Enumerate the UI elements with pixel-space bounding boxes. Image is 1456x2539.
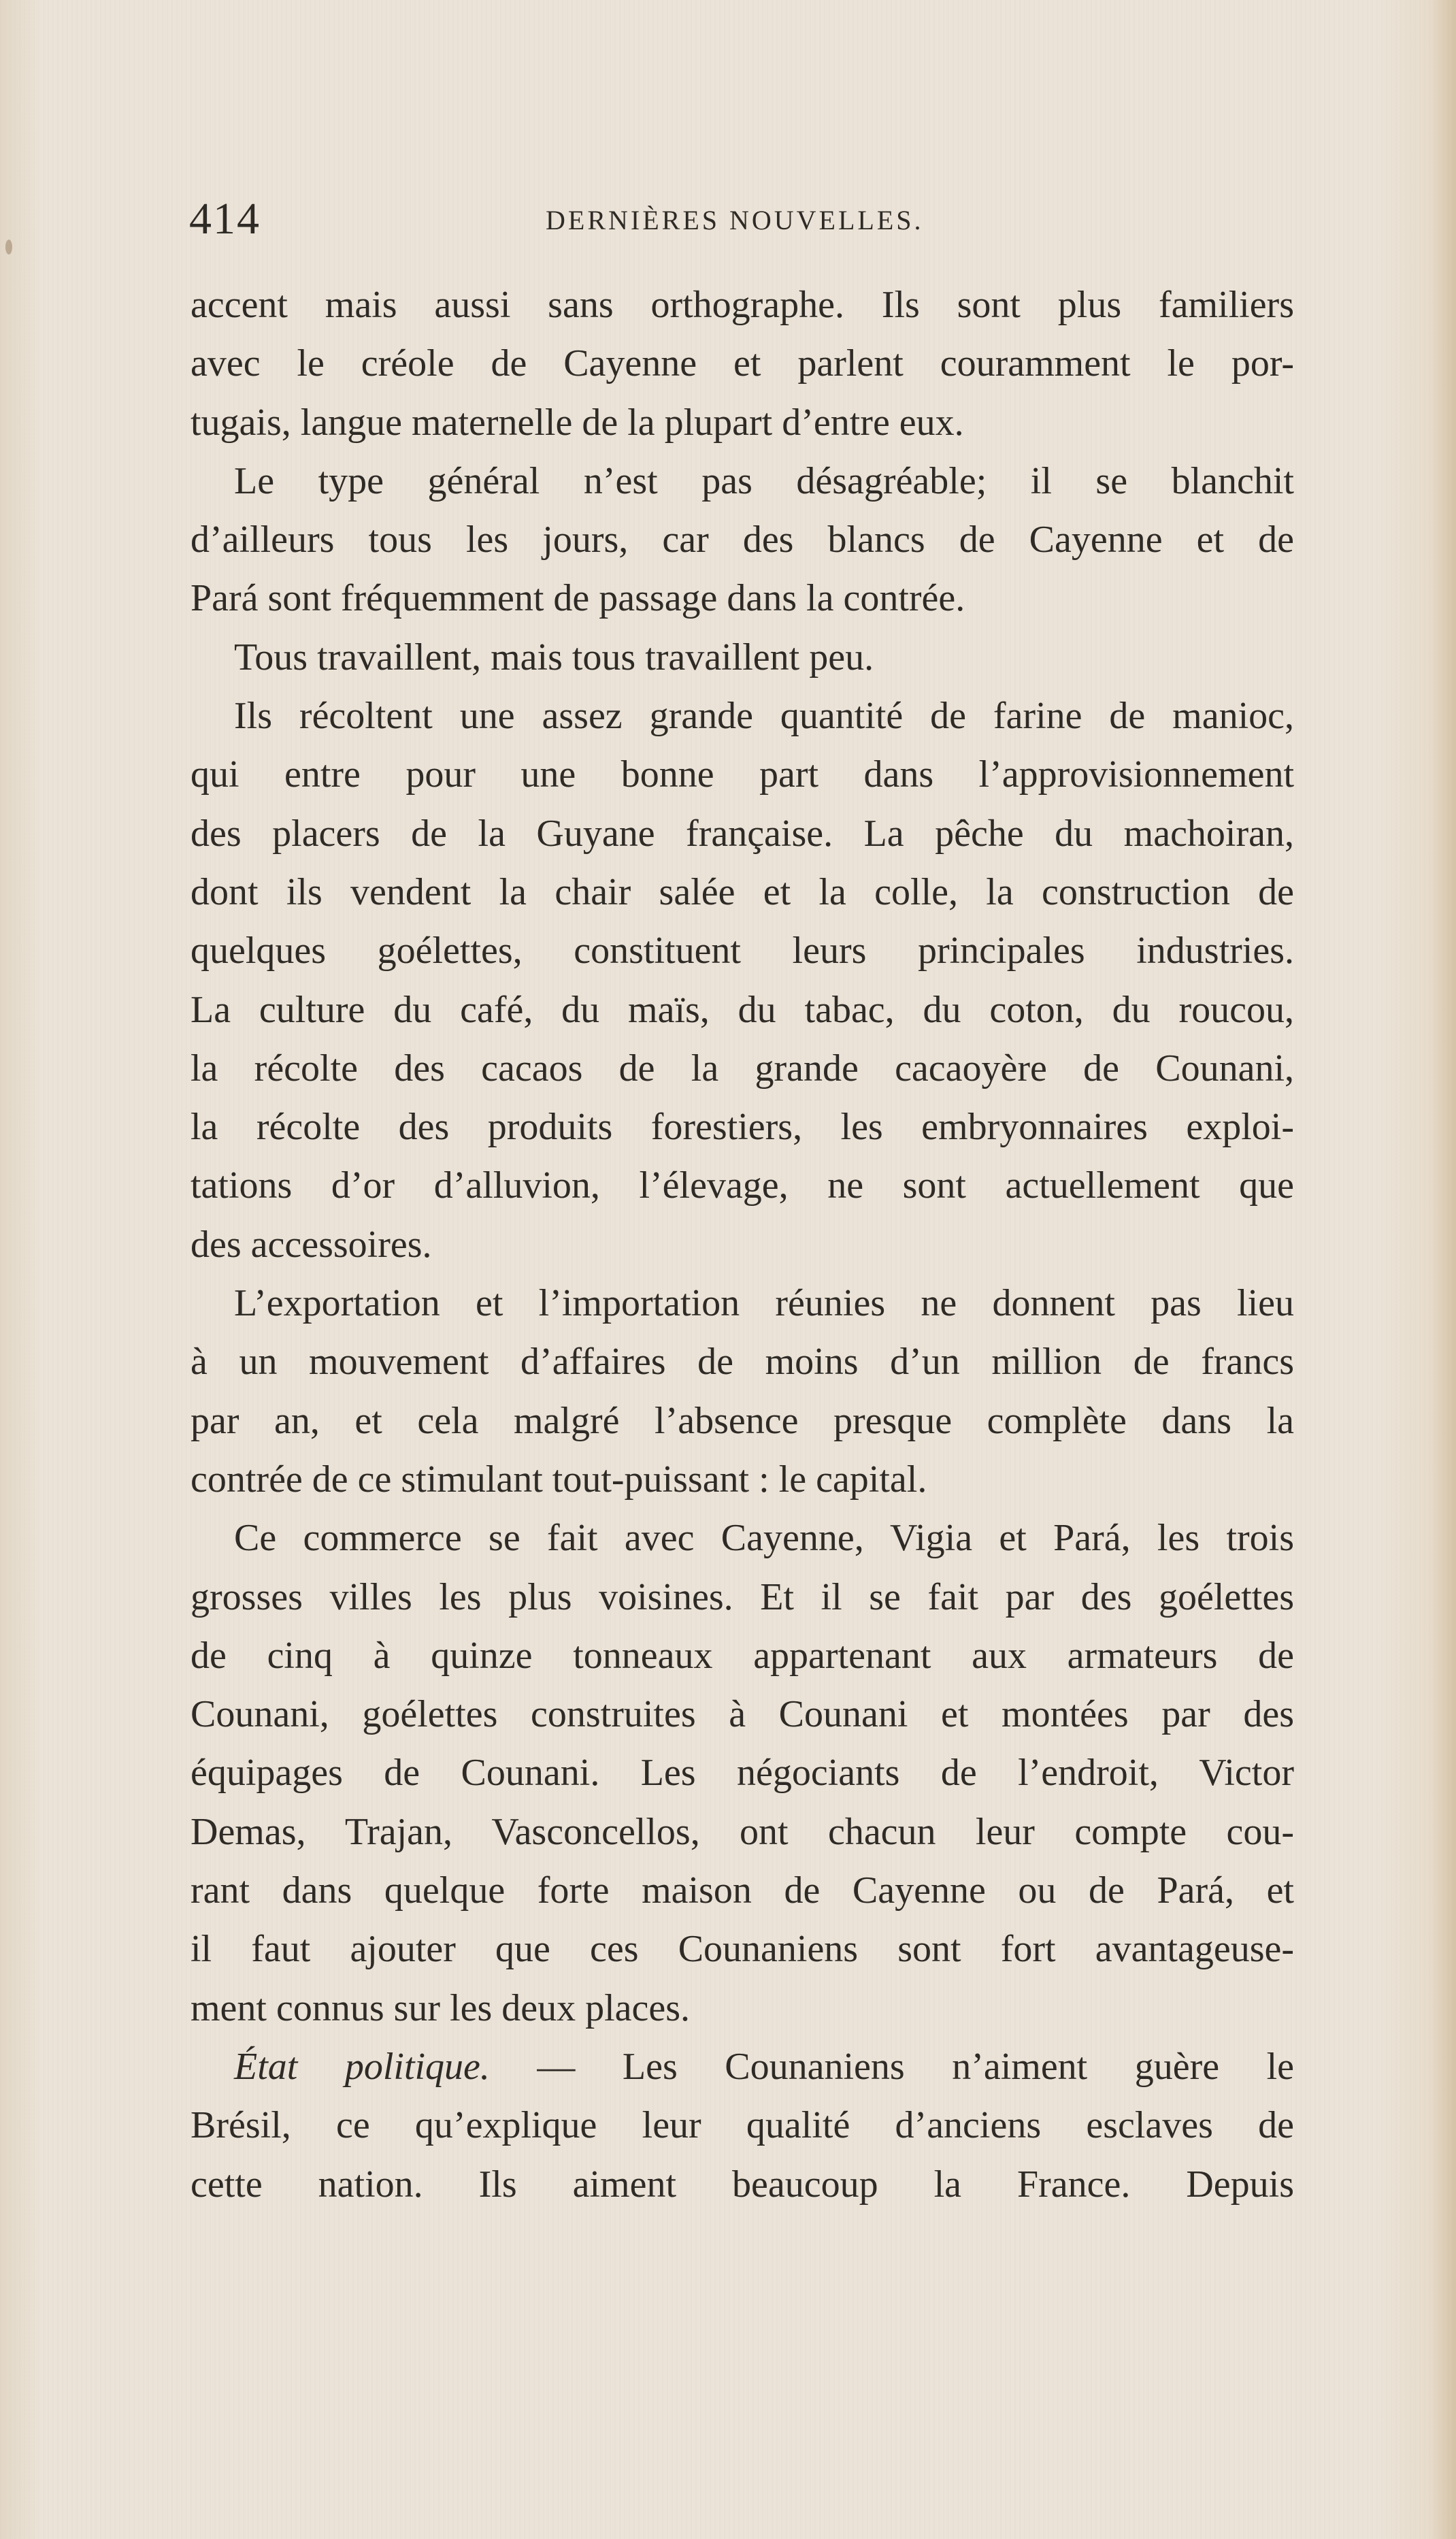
- text-line: d’ailleurs tous les jours, car des blancs de Cayenne et de: [191, 519, 1294, 561]
- text-line: La culture du café, du maïs, du tabac, du coton, du roucou,: [191, 988, 1294, 1031]
- text-line: qui entre pour une bonne part dans l’approvisionnement: [191, 753, 1294, 796]
- text-line-content: — Les Counaniens n’aiment guère le: [537, 2045, 1294, 2088]
- text-line: Tous travaillent, mais tous travaillent peu.: [234, 636, 874, 678]
- text-line: cette nation. Ils aiment beaucoup la France. Depuis: [191, 2163, 1294, 2206]
- text-line: rant dans quelque forte maison de Cayenne ou de Pará, et: [191, 1869, 1294, 1912]
- text-line: contrée de ce stimulant tout-puissant : le capital.: [191, 1458, 927, 1501]
- text-line: accent mais aussi sans orthographe. Ils sont plus familiers: [191, 284, 1294, 326]
- text-line: quelques goélettes, constituent leurs principales industries.: [191, 930, 1294, 972]
- text-line: Brésil, ce qu’explique leur qualité d’anciens esclaves de: [191, 2104, 1294, 2147]
- text-line: Pará sont fréquemment de passage dans la contrée.: [191, 577, 965, 620]
- text-line: par an, et cela malgré l’absence presque complète dans la: [191, 1399, 1294, 1442]
- text-line: avec le créole de Cayenne et parlent couramment le por-: [191, 342, 1294, 385]
- running-header: [189, 192, 1291, 246]
- text-line: dont ils vendent la chair salée et la colle, la construction de: [191, 870, 1294, 913]
- page-number: 414: [189, 194, 261, 244]
- text-line: Counani, goélettes construites à Counani et montées par des: [191, 1693, 1294, 1736]
- text-line: tations d’or d’alluvion, l’élevage, ne sont actuellement que: [191, 1164, 1294, 1207]
- text-line: la récolte des produits forestiers, les embryonnaires exploi-: [191, 1106, 1294, 1149]
- ink-blot: [5, 240, 12, 255]
- text-line: Ce commerce se fait avec Cayenne, Vigia et Pará, les trois: [234, 1517, 1294, 1560]
- body-text: [191, 276, 1294, 2214]
- text-line: il faut ajouter que ces Counaniens sont fort avantageuse-: [191, 1928, 1294, 1971]
- text-line: grosses villes les plus voisines. Et il se fait par des goélettes: [191, 1575, 1294, 1618]
- text-line: Demas, Trajan, Vasconcellos, ont chacun leur compte cou-: [191, 1810, 1294, 1853]
- text-line: Ils récoltent une assez grande quantité de farine de manioc,: [234, 695, 1294, 738]
- text-line: [191, 2037, 1294, 2096]
- text-line: équipages de Counani. Les négociants de l’endroit, Victor: [191, 1752, 1294, 1795]
- text-line: de cinq à quinze tonneaux appartenant aux armateurs de: [191, 1634, 1294, 1677]
- text-line: tugais, langue maternelle de la plupart d’entre eux.: [191, 401, 964, 444]
- text-line: ment connus sur les deux places.: [191, 1986, 691, 2029]
- text-line: L’exportation et l’importation réunies ne donnent pas lieu: [234, 1282, 1294, 1325]
- text-line: des placers de la Guyane française. La pêche du machoiran,: [191, 812, 1294, 855]
- text-line: Le type général n’est pas désagréable; il se blanchit: [234, 459, 1294, 502]
- section-heading-inline: État politique.: [234, 2045, 537, 2088]
- text-line: à un mouvement d’affaires de moins d’un million de francs: [191, 1341, 1294, 1383]
- text-line: la récolte des cacaos de la grande cacaoyère de Counani,: [191, 1047, 1294, 1090]
- text-line: des accessoires.: [191, 1223, 432, 1266]
- running-title: DERNIÈRES NOUVELLES.: [546, 205, 924, 235]
